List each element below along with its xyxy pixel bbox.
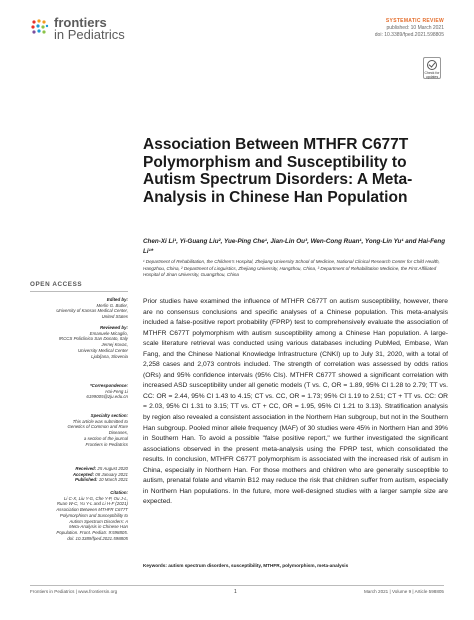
citation-line: Population. Front. Pediatr. 9:598805. [56, 529, 128, 535]
editor-line: United States [101, 314, 128, 320]
specialty-line: Genetics of Common and Rare [67, 424, 128, 430]
journal-logo[interactable] [30, 17, 125, 41]
citation-doi-link[interactable]: doi: 10.3389/fped.2021.598805 [67, 535, 128, 541]
editor-line: University of Kansas Medical Center, [56, 308, 128, 314]
correspondence-heading: *Correspondence: [89, 383, 128, 388]
keywords [143, 563, 448, 569]
edited-by-heading: Edited by: [106, 297, 128, 302]
citation-line: Meta-Analysis in Chinese Han [69, 524, 128, 530]
affiliations: ¹ Department of Rehabilitation, the Children's Hospital, Zhejiang University School of Medicine, National Clinical Research Center for Child Health, Hangzhou, China, ² Department of Linguistics, Zhejiang University, Hangzhou, China, ³ Department of Rehabilitation Medicine, the First Affiliated Hospital of Jinan University, Guangzhou, China [143, 259, 440, 277]
article-meta-header [375, 18, 444, 38]
reviewer-line: Emanuele Micaglio, [89, 330, 128, 336]
reviewed-by-block [18, 325, 128, 359]
footer-volume-info: March 2021 | Volume 9 | Article 598805 [363, 589, 444, 594]
citation-line: Polymorphism and Susceptibility to [59, 512, 128, 518]
specialty-line: a section of the journal [83, 435, 128, 441]
reviewer-line: University Medical Center [77, 347, 128, 353]
published-date-side [18, 477, 128, 483]
sidebar-divider [30, 291, 128, 292]
author-list[interactable]: Chen-Xi Li¹, Yi-Guang Liu², Yue-Ping Che¹, Jian-Lin Ou³, Wen-Cong Ruan¹, Yong-Lin Yu¹ and Hai-Feng Li¹* [143, 238, 446, 255]
specialty-line: Frontiers in Pediatrics [85, 441, 128, 447]
frontiers-logo-icon [30, 18, 50, 38]
accepted-label: Accepted: [72, 471, 95, 477]
reviewer-line: Jernej Kovac, [101, 342, 128, 348]
article-title: Association Between MTHFR C677T Polymorphism and Susceptibility to Autism Spectrum Disorders: A Meta-Analysis in Chinese Han Population [143, 136, 413, 206]
specialty-heading: Specialty section: [90, 413, 128, 418]
page-number: 1 [234, 589, 237, 595]
correspondence-block [18, 383, 128, 400]
keywords-text: autism spectrum disorders, susceptibility, MTHFR, polymorphism, meta-analysis [168, 563, 349, 568]
footer-journal-link[interactable]: Frontiers in Pediatrics | www.frontiersin.org [30, 589, 118, 594]
correspondence-name: Hai-Feng Li [105, 388, 128, 394]
check-updates-label: Check for updates [424, 71, 440, 79]
accepted-value: 08 January 2021 [95, 471, 128, 477]
edited-by-block [18, 297, 128, 320]
article-type: SYSTEMATIC REVIEW [385, 18, 444, 24]
open-access-label: OPEN ACCESS [30, 281, 83, 288]
check-updates-icon [427, 60, 437, 70]
citation-line: Association Between MTHFR C677T [56, 507, 128, 513]
keywords-label: Keywords: [143, 563, 167, 568]
dates-block [18, 466, 128, 483]
check-for-updates-button[interactable] [423, 57, 441, 79]
footer-divider [30, 585, 444, 586]
citation-line: Ruan W-C, Yu Y-L and Li H-F (2021) [56, 501, 128, 507]
citation-line: Autism Spectrum Disorders: A [69, 518, 128, 524]
reviewer-line: Ljubljana, Slovenia [91, 353, 128, 359]
citation-block [18, 490, 128, 541]
specialty-line: This article was submitted to [72, 418, 128, 424]
reviewed-by-heading: Reviewed by: [99, 325, 128, 330]
received-value: 25 August 2020 [97, 466, 128, 471]
logo-journal: in Pediatrics [54, 27, 125, 42]
doi-link[interactable]: doi: 10.3389/fped.2021.598805 [374, 32, 444, 38]
published-date: published: 10 March 2021 [386, 25, 444, 31]
received-label: Received: [75, 466, 97, 471]
logo-name: frontiers [54, 15, 107, 30]
editor-line: Merlin G. Butler, [96, 302, 128, 308]
specialty-block [18, 413, 128, 447]
correspondence-email-link[interactable]: 6199005@zju.edu.cn [86, 394, 128, 400]
published-value: 10 March 2021 [98, 477, 128, 483]
abstract-text: Prior studies have examined the influence of MTHFR C677T on autism susceptibility, however, there are no consensus conclusions and specific analyses of a Chinese population. This meta-analysis included a false-positive report probability (FPRP) test to comprehensively evaluate the association of MTHFR C677T polymorphism with autism susceptibility among a Chinese Han population. A large-scale literature retrieval was conducted using various databases including PubMed, Embase, Wan Fang, and the Chinese National Knowledge Infrastructure (CNKI) up to July 31, 2020, with a total of 2,258 cases and 2,073 controls included. The strength of correlation was assessed by odds ratios (ORs) and 95% confidence intervals (95% CIs). MTHFR C677T showed a significant correlation with increased ASD susceptibility under all genetic models (T vs. C, OR = 1.89, 95% CI 1.28 to 2.79; TT vs. CC: OR = 2.44, 95% CI 1.43 to 4.15; CT vs. CC, OR = 1.73; 95% CI 1.19 to 2.51; CT + TT vs. CC: OR = 2.03, 95% CI 1.31 to 3.15; TT vs. CT + CC, OR = 1.95, 95% CI 1.21 to 3.13). Stratification analysis by region also revealed a consistent association in the Northern Han subgroup, but not in the Southern Han subgroup. Pooled minor allele frequency (MAF) of 30 studies were 45% in Northern Han and 39% in Southern Han. To avoid a possible "false positive report," we further investigated the significant associations observed in the present meta-analysis using the FPRP test, which consolidated the results. In conclusion, MTHFR C677T polymorphism is associated with the increased risk of autism in China, especially in Northern Han. For those mothers and children who are generally susceptible to autism, prenatal folate and vitamin B12 may reduce the risk that children suffer from autism, especially in Northern Han populations. In the future, more well-designed studies with a larger sample size are expected. [143, 298, 448, 506]
citation-line: Li C-X, Liu Y-G, Che Y-P, Ou J-L, [63, 495, 128, 501]
specialty-line: Diseases, [108, 430, 128, 436]
published-label: Published: [75, 477, 98, 483]
citation-heading: Citation: [110, 490, 128, 495]
reviewer-line: IRCCS Policlinico San Donato, Italy [58, 336, 128, 342]
